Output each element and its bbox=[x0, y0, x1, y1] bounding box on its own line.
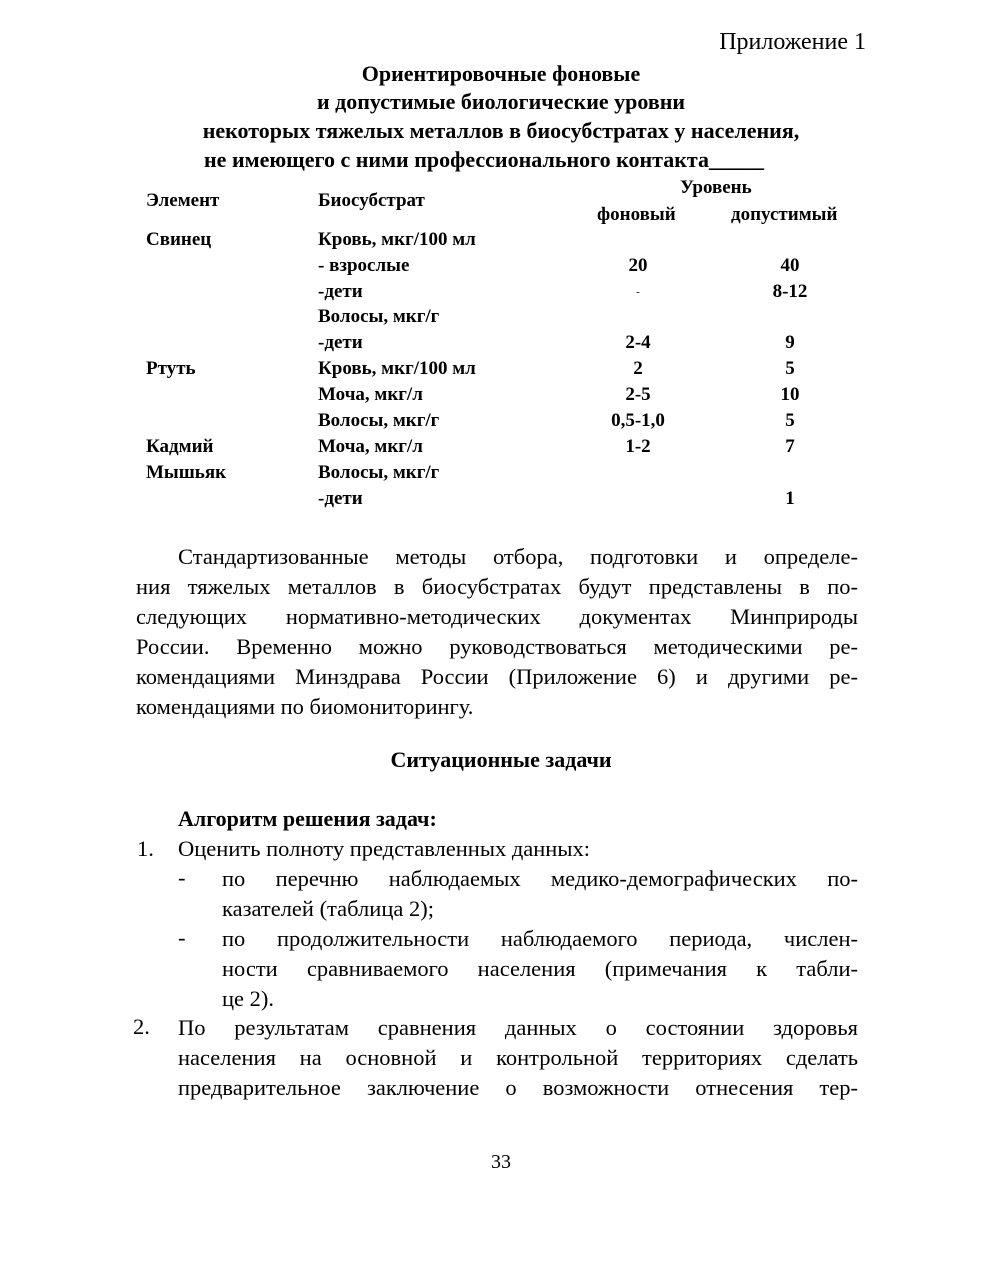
list-item-line: предварительное заключение о возможности отнесения тер- bbox=[178, 1075, 858, 1100]
table-cell-substrate: Кровь, мкг/100 мл bbox=[318, 358, 476, 379]
table-cell-substrate: Моча, мкг/л bbox=[318, 384, 423, 405]
sub-item-dash: - bbox=[178, 925, 186, 950]
table-cell-permissible: 10 bbox=[780, 384, 800, 405]
table-cell-element: Свинец bbox=[146, 229, 212, 250]
sub-item-line: це 2). bbox=[222, 986, 275, 1011]
paragraph-line: комендациями по биомониторингу. bbox=[136, 694, 474, 719]
sub-item-line: по перечню наблюдаемых медико-демографических по- bbox=[222, 866, 858, 891]
table-cell-background: 1-2 bbox=[625, 436, 651, 457]
page-number: 33 bbox=[491, 1151, 511, 1173]
body-paragraph bbox=[136, 542, 858, 722]
table-cell-permissible: 1 bbox=[785, 488, 795, 509]
table-cell-element: Кадмий bbox=[146, 436, 214, 457]
sub-item-line: по продолжительности наблюдаемого периода, числен- bbox=[222, 926, 858, 951]
header-element: Элемент bbox=[146, 190, 220, 211]
table-cell-permissible: 5 bbox=[785, 410, 795, 431]
table-cell-background: - bbox=[636, 286, 640, 298]
table-cell-background: 0,5-1,0 bbox=[611, 410, 665, 431]
paragraph-line: Стандартизованные методы отбора, подготовки и определе- bbox=[178, 544, 858, 569]
table-cell-substrate: Волосы, мкг/г bbox=[318, 462, 440, 483]
table-cell-substrate: Волосы, мкг/г bbox=[318, 410, 440, 431]
section-heading: Ситуационные задачи bbox=[390, 747, 612, 772]
title-line-2: и допустимые биологические уровни bbox=[316, 89, 686, 114]
table-cell-permissible: 40 bbox=[780, 255, 800, 276]
title-line-4: не имеющего с ними профессионального контакта_____ bbox=[204, 147, 764, 172]
paragraph-line: ния тяжелых металлов в биосубстратах будут представлены в по- bbox=[136, 574, 858, 599]
header-level: Уровень bbox=[680, 177, 752, 198]
sub-item-line: ности сравниваемого населения (примечания к табли- bbox=[222, 956, 858, 981]
table-cell-substrate: Моча, мкг/л bbox=[318, 436, 423, 457]
table-cell-permissible: 7 bbox=[785, 436, 795, 457]
title-line-1: Ориентировочные фоновые bbox=[361, 61, 641, 86]
list-number: 2. bbox=[133, 1014, 150, 1039]
list-item-line: По результатам сравнения данных о состоянии здоровья bbox=[178, 1015, 858, 1040]
paragraph-line: комендациями Минздрава России (Приложение 6) и другими ре- bbox=[136, 664, 858, 689]
table-cell-substrate: -дети bbox=[318, 281, 363, 302]
paragraph-line: России. Временно можно руководствоваться методическими ре- bbox=[136, 634, 858, 659]
table-cell-element: Мышьяк bbox=[146, 462, 227, 483]
table-cell-background: 2-4 bbox=[625, 332, 651, 353]
table-cell-substrate: -дети bbox=[318, 332, 363, 353]
table-cell-background: 2-5 bbox=[625, 384, 651, 405]
algorithm-heading: Алгоритм решения задач: bbox=[178, 806, 437, 831]
table-cell-background: 20 bbox=[628, 255, 648, 276]
table-cell-background: 2 bbox=[633, 358, 643, 379]
paragraph-line: следующих нормативно-методических документах Минприроды bbox=[136, 604, 858, 629]
table-cell-permissible: 8-12 bbox=[772, 281, 808, 302]
table-cell-element: Ртуть bbox=[146, 358, 196, 379]
list-number: 1. bbox=[137, 836, 154, 861]
header-permissible: допустимый bbox=[731, 204, 838, 225]
header-biosubstrate: Биосубстрат bbox=[318, 190, 425, 211]
table-cell-substrate: Волосы, мкг/г bbox=[318, 306, 440, 327]
sub-item-line: казателей (таблица 2); bbox=[222, 896, 434, 921]
table-cell-permissible: 5 bbox=[785, 358, 795, 379]
table-cell-substrate: Кровь, мкг/100 мл bbox=[318, 229, 476, 250]
appendix-label: Приложение 1 bbox=[719, 29, 866, 55]
table-cell-substrate: -дети bbox=[318, 488, 363, 509]
table-cell-substrate: - взрослые bbox=[318, 255, 410, 276]
header-background: фоновый bbox=[597, 204, 676, 225]
title-line-3: некоторых тяжелых металлов в биосубстратах у населения, bbox=[202, 118, 800, 143]
list-item-line: населения на основной и контрольной территориях сделать bbox=[178, 1045, 858, 1070]
table-cell-permissible: 9 bbox=[785, 332, 795, 353]
sub-item-dash: - bbox=[178, 865, 186, 890]
list-item-text: Оценить полноту представленных данных: bbox=[178, 836, 590, 861]
